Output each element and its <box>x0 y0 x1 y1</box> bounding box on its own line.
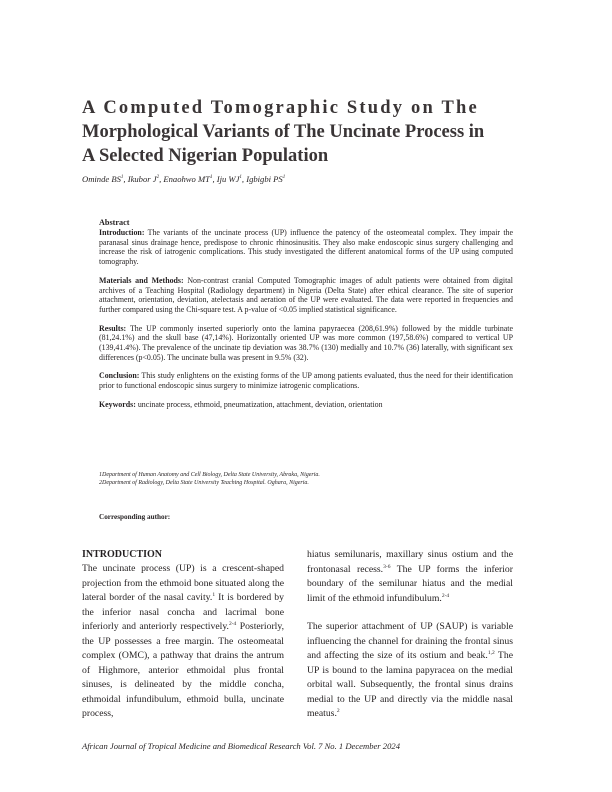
abstract-keywords <box>99 400 513 410</box>
author-name: Ikubor J <box>127 174 157 184</box>
reference-mark: 1,2 <box>487 649 495 656</box>
title-line: A Computed Tomographic Study on The <box>82 98 479 118</box>
author-affiliation-mark: 1 <box>239 175 242 181</box>
author-affiliation-mark: 1 <box>120 175 124 181</box>
section-heading: INTRODUCTION <box>82 549 163 560</box>
abstract-methods <box>99 276 513 315</box>
section-label: Introduction: <box>99 228 145 237</box>
journal-footer: African Journal of Tropical Medicine and Biomedical Research Vol. 7 No. 1 December 2024 <box>82 741 400 751</box>
author-name: Enaohwo MT <box>163 174 210 184</box>
title-line: A Selected Nigerian Population <box>82 146 329 166</box>
abstract-heading: Abstract <box>99 218 130 227</box>
reference-mark: 2-4 <box>441 592 450 599</box>
abstract-introduction <box>99 228 513 267</box>
author-name: Ominde BS <box>82 174 121 184</box>
body-paragraph <box>307 620 513 722</box>
section-label: Keywords: <box>99 399 136 409</box>
body-column-left <box>82 548 284 722</box>
section-text: The variants of the uncinate process (UP) influence the patency of the osteomeatal complex. They impair the paranasal sinus drainage hence, predispose to chronic rhinosinusitis. They also make endoscopic sinus surgery challenging and increase the risk of iatrogenic complications. This study investigated the different anatomical forms of the UP using computed tomography. <box>99 228 513 267</box>
abstract-body <box>99 228 513 419</box>
section-text: uncinate process, ethmoid, pneumatization, attachment, deviation, orientation <box>137 399 383 409</box>
affiliation-1: 1Department of Human Anatomy and Cell Biology, Delta State University, Abraka, Nigeria. <box>99 472 320 478</box>
author-separator: , <box>123 174 128 184</box>
section-text: This study enlightens on the existing forms of the UP among patients evaluated, thus the need for their identification prior to functional endoscopic sinus surgery to minimize iatrogenic complications. <box>99 371 513 391</box>
body-paragraph <box>82 562 284 722</box>
author-affiliation-mark: 2 <box>156 175 160 181</box>
body-text: hiatus semilunaris, maxillary sinus ostium and the frontonasal recess. <box>307 549 513 575</box>
body-text: The UP is bound to the lamina papyracea on the medial orbital wall. Subsequently, the frontal sinus drains medial to the UP and directly via the middle nasal meatus. <box>307 650 513 719</box>
abstract-conclusion <box>99 371 513 390</box>
section-label: Results: <box>99 323 127 333</box>
body-paragraph <box>307 548 513 606</box>
reference-mark: 2-4 <box>228 620 237 627</box>
author-separator: , <box>241 174 247 184</box>
title-line: Morphological Variants of The Uncinate Process in <box>82 122 485 142</box>
author-list <box>82 174 285 184</box>
section-text: Non-contrast cranial Computed Tomographic images of adult patients were obtained from digital archives of a Teaching Hospital (Radiology department) in Nigeria (Delta State) after ethical clearance. The site of superior attachment, orientation, deviation, atelectasis and aeration of the UP were evaluated. The data were reported in frequencies and further compared using the Chi-square test. A p-value of <0.05 implied statistical significance. <box>99 275 513 314</box>
author-name: Igbigbi PS <box>246 174 283 184</box>
reference-mark: 2 <box>336 707 340 714</box>
corresponding-author-label: Corresponding author: <box>99 513 171 521</box>
author-affiliation-mark: 1 <box>209 175 213 181</box>
section-label: Conclusion: <box>99 371 140 381</box>
abstract-results <box>99 324 513 363</box>
body-text: The uncinate process (UP) is a crescent-shaped projection from the ethmoid bone situated along the lateral border of the nasal cavity. <box>82 563 284 603</box>
body-text: The UP forms the inferior boundary of the semilunar hiatus and the medial limit of the ethmoid infundibulum. <box>307 563 513 604</box>
author-name: Iju WJ <box>216 174 240 184</box>
author-affiliation-mark: 1 <box>282 175 286 181</box>
affiliation-2: 2Department of Radiology, Delta State University Teaching Hospital. Oghara, Nigeria. <box>99 480 309 486</box>
author-separator: , <box>159 174 164 184</box>
author-separator: , <box>212 174 217 184</box>
section-label: Materials and Methods: <box>99 275 184 285</box>
reference-mark: 3-6 <box>383 563 391 570</box>
reference-mark: 1 <box>212 591 216 598</box>
body-text: It is bordered by the inferior nasal concha and lacrimal bone inferiorly and anteriorly respectively. <box>82 592 284 632</box>
article-title <box>82 96 522 168</box>
body-text: The superior attachment of UP (SAUP) is variable influencing the channel for draining the frontal sinus and affecting the size of its ostium and beak. <box>307 621 513 661</box>
body-column-right <box>307 548 513 722</box>
section-text: The UP commonly inserted superiorly onto the lamina papyraecea (208,61.9%) followed by the middle turbinate (81,24.1%) and the skull base (47,14%). Horizontally oriented UP was more common (197,58.6%) compared to vertical UP (139,41.4%). The prevalence of the uncinate tip deviation was 38.7% (130) medially and 10.7% (36) laterally, with significant sex differences (p<0.05). The uncinate bulla was present in 9.5% (32). <box>99 323 513 362</box>
body-text: Posteriorly, the UP possesses a free margin. The osteomeatal complex (OMC), a pathway that drains the antrum of Highmore, anterior ethmoidal plus frontal sinuses, is delineated by the middle concha, ethmoidal infundibulum, ethmoid bulla, uncinate process, <box>82 621 284 719</box>
